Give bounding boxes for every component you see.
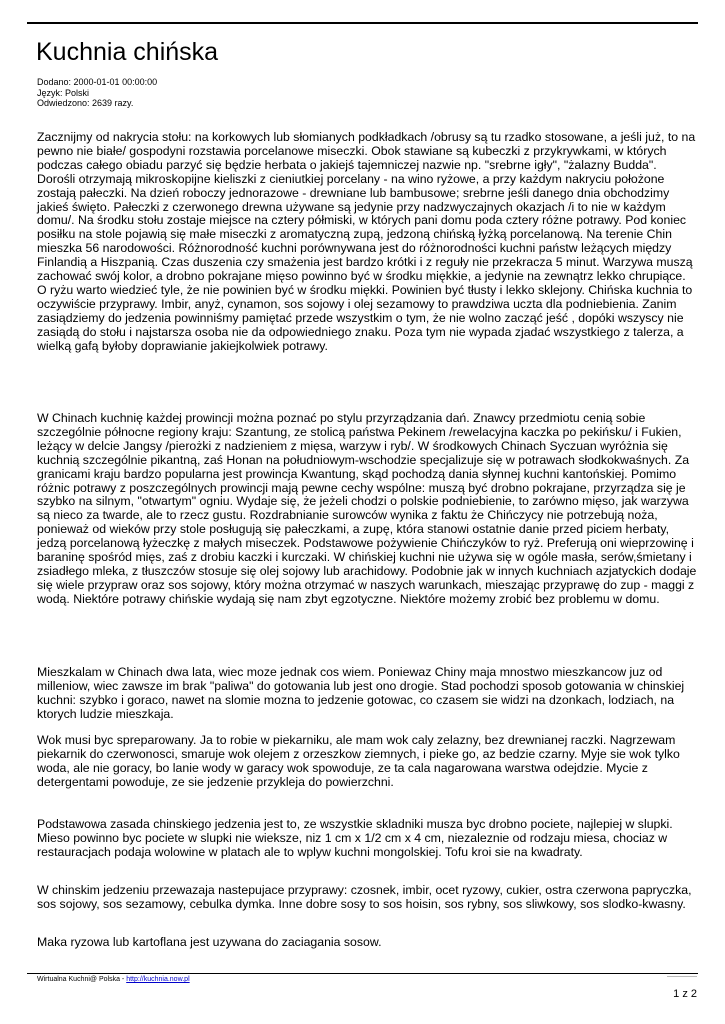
meta-added: Dodano: 2000-01-01 00:00:00	[37, 77, 158, 87]
page-number: 1 z 2	[673, 988, 697, 1000]
footer	[37, 976, 190, 983]
paragraph-wok-preparation: Wok musi byc spreparowany. Ja to robie w piekarniku, ale mam wok caly zelazny, bez drewnianej raczki. Nagrzewam piekarnik do czerwonosci, smaruje wok olejem z orzeszkow ziemnych, i pieke go, az bedzie czarny. Myje sie wok tylko woda, ale nie goracy, bo lanie wody w garacy wok spowoduje, ze ta cala nagarowana warstwa odejdzie. Mycie z detergentami powoduje, ze sie jedzenie przykleja do powierzchni.	[37, 733, 680, 789]
paragraph-cutting-rules: Podstawowa zasada chinskiego jedzenia jest to, ze wszystkie skladniki musza byc drobno pociete, najlepiej w slupki. Mieso powinno byc pociete w slupki nie wieksze, niz 1 cm x 1/2 cm x 4 cm, niezaleznie od rodzaju miesa, chociaz w restauracjach podaja wolowine w platach ale to wplyw kuchni mongolskiej. Tofu kroi sie na kwadraty.	[37, 817, 673, 859]
meta-language: Język: Polski	[37, 87, 90, 98]
top-rule	[27, 22, 698, 24]
paragraph-living-in-china: Mieszkalam w Chinach dwa lata, wiec moze jednak cos wiem. Poniewaz Chiny maja mnostwo mieszkancow juz od milleniow, wiec zawsze im brak "paliwa" do gotowania lub jest ono drogie. Stad pochodzi sposob gotowania w chinskiej kuchni: szybko i goraco, nawet na slomie mozna to jedzenie gotowac, co czasem sie widzi na dzonkach, lodziach, na ktorych ludzie mieszkaja.	[37, 665, 685, 721]
paragraph-starch: Maka ryzowa lub kartoflana jest uzywana do zaciagania sosow.	[37, 935, 382, 949]
footer-site-name: Wirtualna Kuchni@ Polska -	[37, 976, 127, 983]
page-title: Kuchnia chińska	[36, 38, 219, 66]
paragraph-spices: W chinskim jedzeniu przewazaja nastepujace przyprawy: czosnek, imbir, ocet ryzowy, cukier, ostra czerwona papryczka, sos sojowy, sos sezamowy, cebulka dymka. Inne dobre sosy to sos hoisin, sos rybny, sos sliwkowy, sos slodko-kwasny.	[37, 883, 692, 911]
paragraph-table-setting: Zacznijmy od nakrycia stołu: na korkowych lub słomianych podkładkach /obrusy są tu rzadko stosowane, a jeśli już, to na pewno nie białe/ gospodyni rozstawia porcelanowe miseczki. Obok stawiane są kubeczki z przykrywkami, w których podczas całego obiadu parzyć się będzie herbata o jakiejś tajemniczej nazwie np. "srebrne igły", "żalazny Budda". Dorośli otrzymają mikroskopijne kieliszki z cieniutkiej porcelany - na wino ryżowe, a przy każdym nakryciu położone zostają pałeczki. Na dzień roboczy jednorazowe - drewniane lub bambusowe; srebrne jeśli danego dnia obchodzimy jakieś święto. Pałeczki z czerwonego drewna używane są jedynie przy nadzwyczajnych okazjach /i to nie w każdym domu/. Na środku stołu zostaje miejsce na cztery półmiski, w których pani domu poda cztery różne potrawy. Pod koniec posiłku na stole pojawią się małe miseczki z aromatyczną zupą, jedzoną chińską łyżką porcelanową. Na terenie Chin mieszka 56 narodowości. Różnorodność kuchni porównywana jest do różnorodności kuchni państw leżących między Finlandią a Hiszpanią. Czas duszenia czy smażenia jest bardzo krótki i z reguły nie przekracza 5 minut. Warzywa muszą zachować swój kolor, a drobno pokrajane mięso powinno być w środku miękkie, a jedynie na zewnątrz lekko chrupiące. O ryżu warto wiedzieć tyle, że nie powinien być w środku miękki. Powinien być tłusty i lekko sklejony. Chińska kuchnia to oczywiście przyprawy. Imbir, anyż, cynamon, sos sojowy i olej sezamowy to prawdziwa uczta dla podniebienia. Zanim zasiądziemy do jedzenia powinniśmy pamiętać przede wszystkim o tym, że nie wolno zacząć jeść , dopóki wszyscy nie zasiądą do stołu i najstarsza osoba nie da odpowiedniego znaku. Poza tym nie wypada zjadać wszystkiego z talerza, a wielką gafą byłoby doprawianie jakiejkolwiek potrawy.	[37, 130, 696, 353]
footer-link[interactable]: http://kuchnia.now.pl	[126, 976, 190, 983]
footer-mark	[667, 976, 697, 977]
bottom-rule	[27, 973, 698, 974]
meta-visited: Odwiedzono: 2639 razy.	[37, 98, 134, 109]
paragraph-regional-cuisine: W Chinach kuchnię każdej prowincji można poznać po stylu przyrządzania dań. Znawcy przedmiotu cenią sobie szczególnie północne regiony kraju: Szantung, ze stolicą państwa Pekinem /rewelacyjna kaczka po pekińsku/ i Fukien, leżący w delcie Jangsy /pierożki z nadzieniem z mięsa, warzyw i ryb/. W środkowych Chinach Syczuan wyróżnia się kuchnią szczególnie pikantną, zaś Honan na południowym-wschodzie specjalizuje się w potrawach słodkokwaśnych. Za granicami kraju bardzo popularna jest prowincja Kwantung, skąd pochodzą dania słynnej kuchni kantońskiej. Pomimo różnic potrawy z poszczególnych prowincji mają pewne cechy wspólne: muszą być drobno pokrajane, przyrządza się je szybko na silnym, "otwartym" ogniu. Wydaje się, że jeżeli chodzi o polskie podniebienie, to zarówno mięso, jak warzywa są nieco za twarde, ale to rzecz gustu. Rozdrabnianie surowców wynika z faktu że Chińczycy nie potrzebują noża, ponieważ od wieków przy stole posługują się pałeczkami, a zupę, która stanowi ostatnie danie przed piciem herbaty, jedzą porcelanową łyżeczkę z małych miseczek. Podstawowe pożywienie Chińczyków to ryż. Preferują oni wieprzowinę i baraninę spośród mięs, zaś z drobiu kaczki i kurczaki. W chińskiej kuchni nie używa się w ogóle masła, serów,śmietany i zsiadłego mleka, z tłuszczów stosuje się olej sojowy lub arachidowy. Podobnie jak w innych kuchniach azjatyckich dodaje się wiele przypraw oraz sos sojowy, który można otrzymać w naszych warunkach, mieszając przyprawę do zup - maggi z wodą. Niektóre potrawy chińskie wydają się nam zbyt egzotyczne. Niektóre możemy zrobić bez problemu w domu.	[37, 411, 697, 606]
article-meta	[37, 77, 157, 109]
